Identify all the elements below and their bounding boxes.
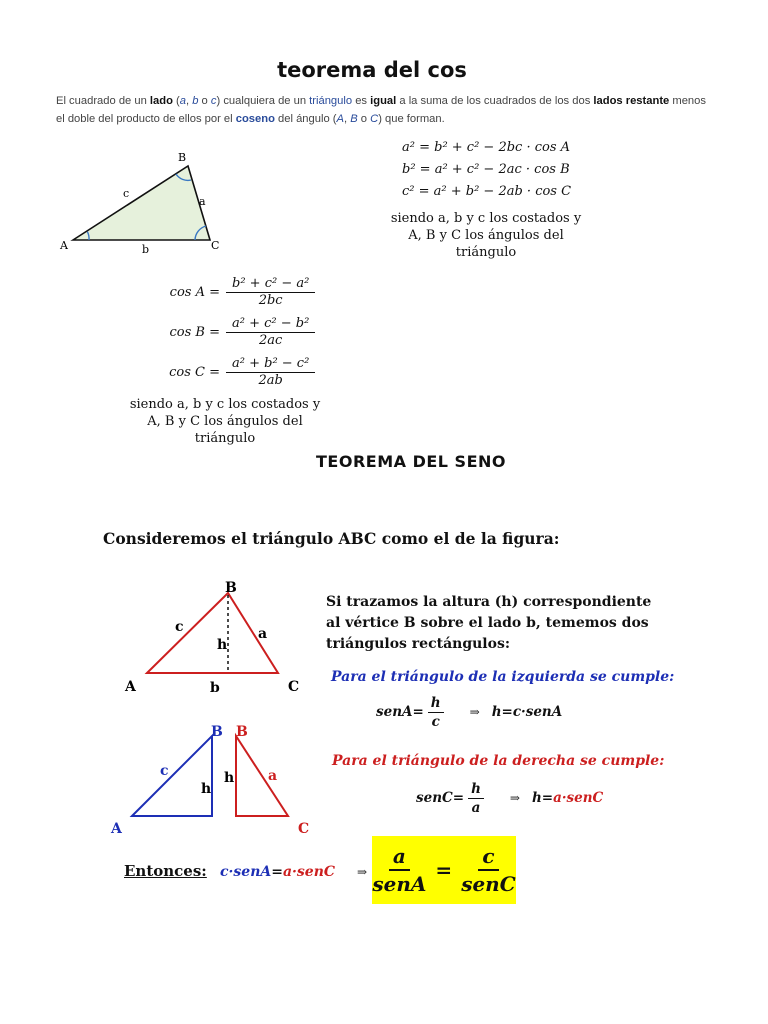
big-side-b-label: b — [210, 680, 220, 696]
entonces-label: Entonces: — [124, 862, 207, 880]
cos-fraction-a: cos A = $\frac{\text{b² + c² − a²}}{2bc}$ — [160, 272, 315, 312]
big-height-label: h — [217, 637, 228, 653]
right-vertex-b-label: B — [236, 724, 248, 740]
combined-equation: c·senA=a·senC ⇒ — [220, 864, 368, 880]
cos-formula-a: a² = b² + c² − 2bc · cos A — [402, 140, 571, 155]
left-triangle-shape — [132, 736, 212, 816]
vertex-c-label: C — [211, 239, 220, 252]
left-case-heading: Para el triángulo de la izquierda se cumple: — [331, 669, 675, 685]
right-case-equation: senC= $\frac{h}{a}$ ⇒ h=a·senC — [416, 781, 604, 816]
big-vertex-c-label: C — [288, 679, 300, 695]
right-vertex-c-label: C — [298, 821, 310, 837]
cos-triangle-figure — [55, 148, 230, 260]
cos-note-bottom: siendo a, b y c los costados y A, B y C los ángulos del triángulo — [129, 397, 321, 446]
cos-formula-list — [402, 137, 571, 203]
left-vertex-b-label: B — [211, 724, 223, 740]
altura-explanation: Si trazamos la altura (h) correspondiente al vértice B sobre el lado b, tememos dos triángulos rectángulos: — [326, 594, 652, 652]
left-case-equation: senA= $\frac{h}{c}$ ⇒ h=c·senA — [376, 695, 563, 730]
right-side-a-label: a — [268, 768, 278, 784]
cos-theorem-title: teorema del cos — [277, 58, 467, 82]
side-c-label: c — [123, 187, 130, 200]
implies-arrow-icon: ⇒ — [357, 865, 368, 879]
vertex-b-label: B — [178, 151, 187, 164]
implies-arrow-icon: ⇒ — [469, 705, 480, 719]
side-b-label: b — [142, 243, 150, 256]
side-a-label: a — [199, 195, 206, 208]
sin-theorem-title: TEOREMA DEL SENO — [316, 452, 506, 471]
sin-split-triangles-figure — [105, 720, 325, 840]
coseno-link[interactable]: coseno — [235, 113, 275, 125]
right-triangle-shape — [236, 736, 288, 816]
left-height-label: h — [201, 781, 212, 797]
cos-fraction-list — [160, 272, 315, 392]
left-side-c-label: c — [160, 763, 169, 779]
big-vertex-b-label: B — [225, 580, 237, 596]
sin-big-triangle-figure — [115, 576, 315, 696]
cos-theorem-intro: El cuadrado de un lado (a, b o c) cualquiera de un triángulo es igual a la suma de los cuadrados de los dos lados restante menos el doble del producto de ellos por el coseno del ángulo (A, B o C) que forman. — [56, 95, 706, 125]
cos-note-top: siendo a, b y c los costados y A, B y C los ángulos del triángulo — [390, 211, 582, 260]
cos-formula-b: b² = a² + c² − 2ac · cos B — [402, 162, 570, 177]
cos-fraction-b: cos B = $\frac{\text{a² + c² − b²}}{2ac}$ — [160, 312, 315, 352]
big-side-c-label: c — [175, 619, 184, 635]
cos-formula-c: c² = a² + b² − 2ab · cos C — [402, 184, 572, 199]
big-side-a-label: a — [258, 626, 268, 642]
right-height-label: h — [224, 770, 235, 786]
vertex-a-label: A — [60, 239, 68, 252]
consider-heading: Consideremos el triángulo ABC como el de la figura: — [103, 529, 560, 548]
cos-fraction-c: cos C = $\frac{\text{a² + b² − c²}}{2ab}$ — [160, 352, 315, 392]
sine-law-result-box: a senA = c senC — [372, 836, 516, 904]
implies-arrow-icon: ⇒ — [509, 791, 520, 805]
triangulo-link[interactable]: triángulo — [309, 95, 353, 107]
big-vertex-a-label: A — [125, 679, 136, 695]
right-case-heading: Para el triángulo de la derecha se cumple: — [332, 753, 665, 769]
triangle-shape — [73, 166, 210, 240]
left-vertex-a-label: A — [111, 821, 122, 837]
